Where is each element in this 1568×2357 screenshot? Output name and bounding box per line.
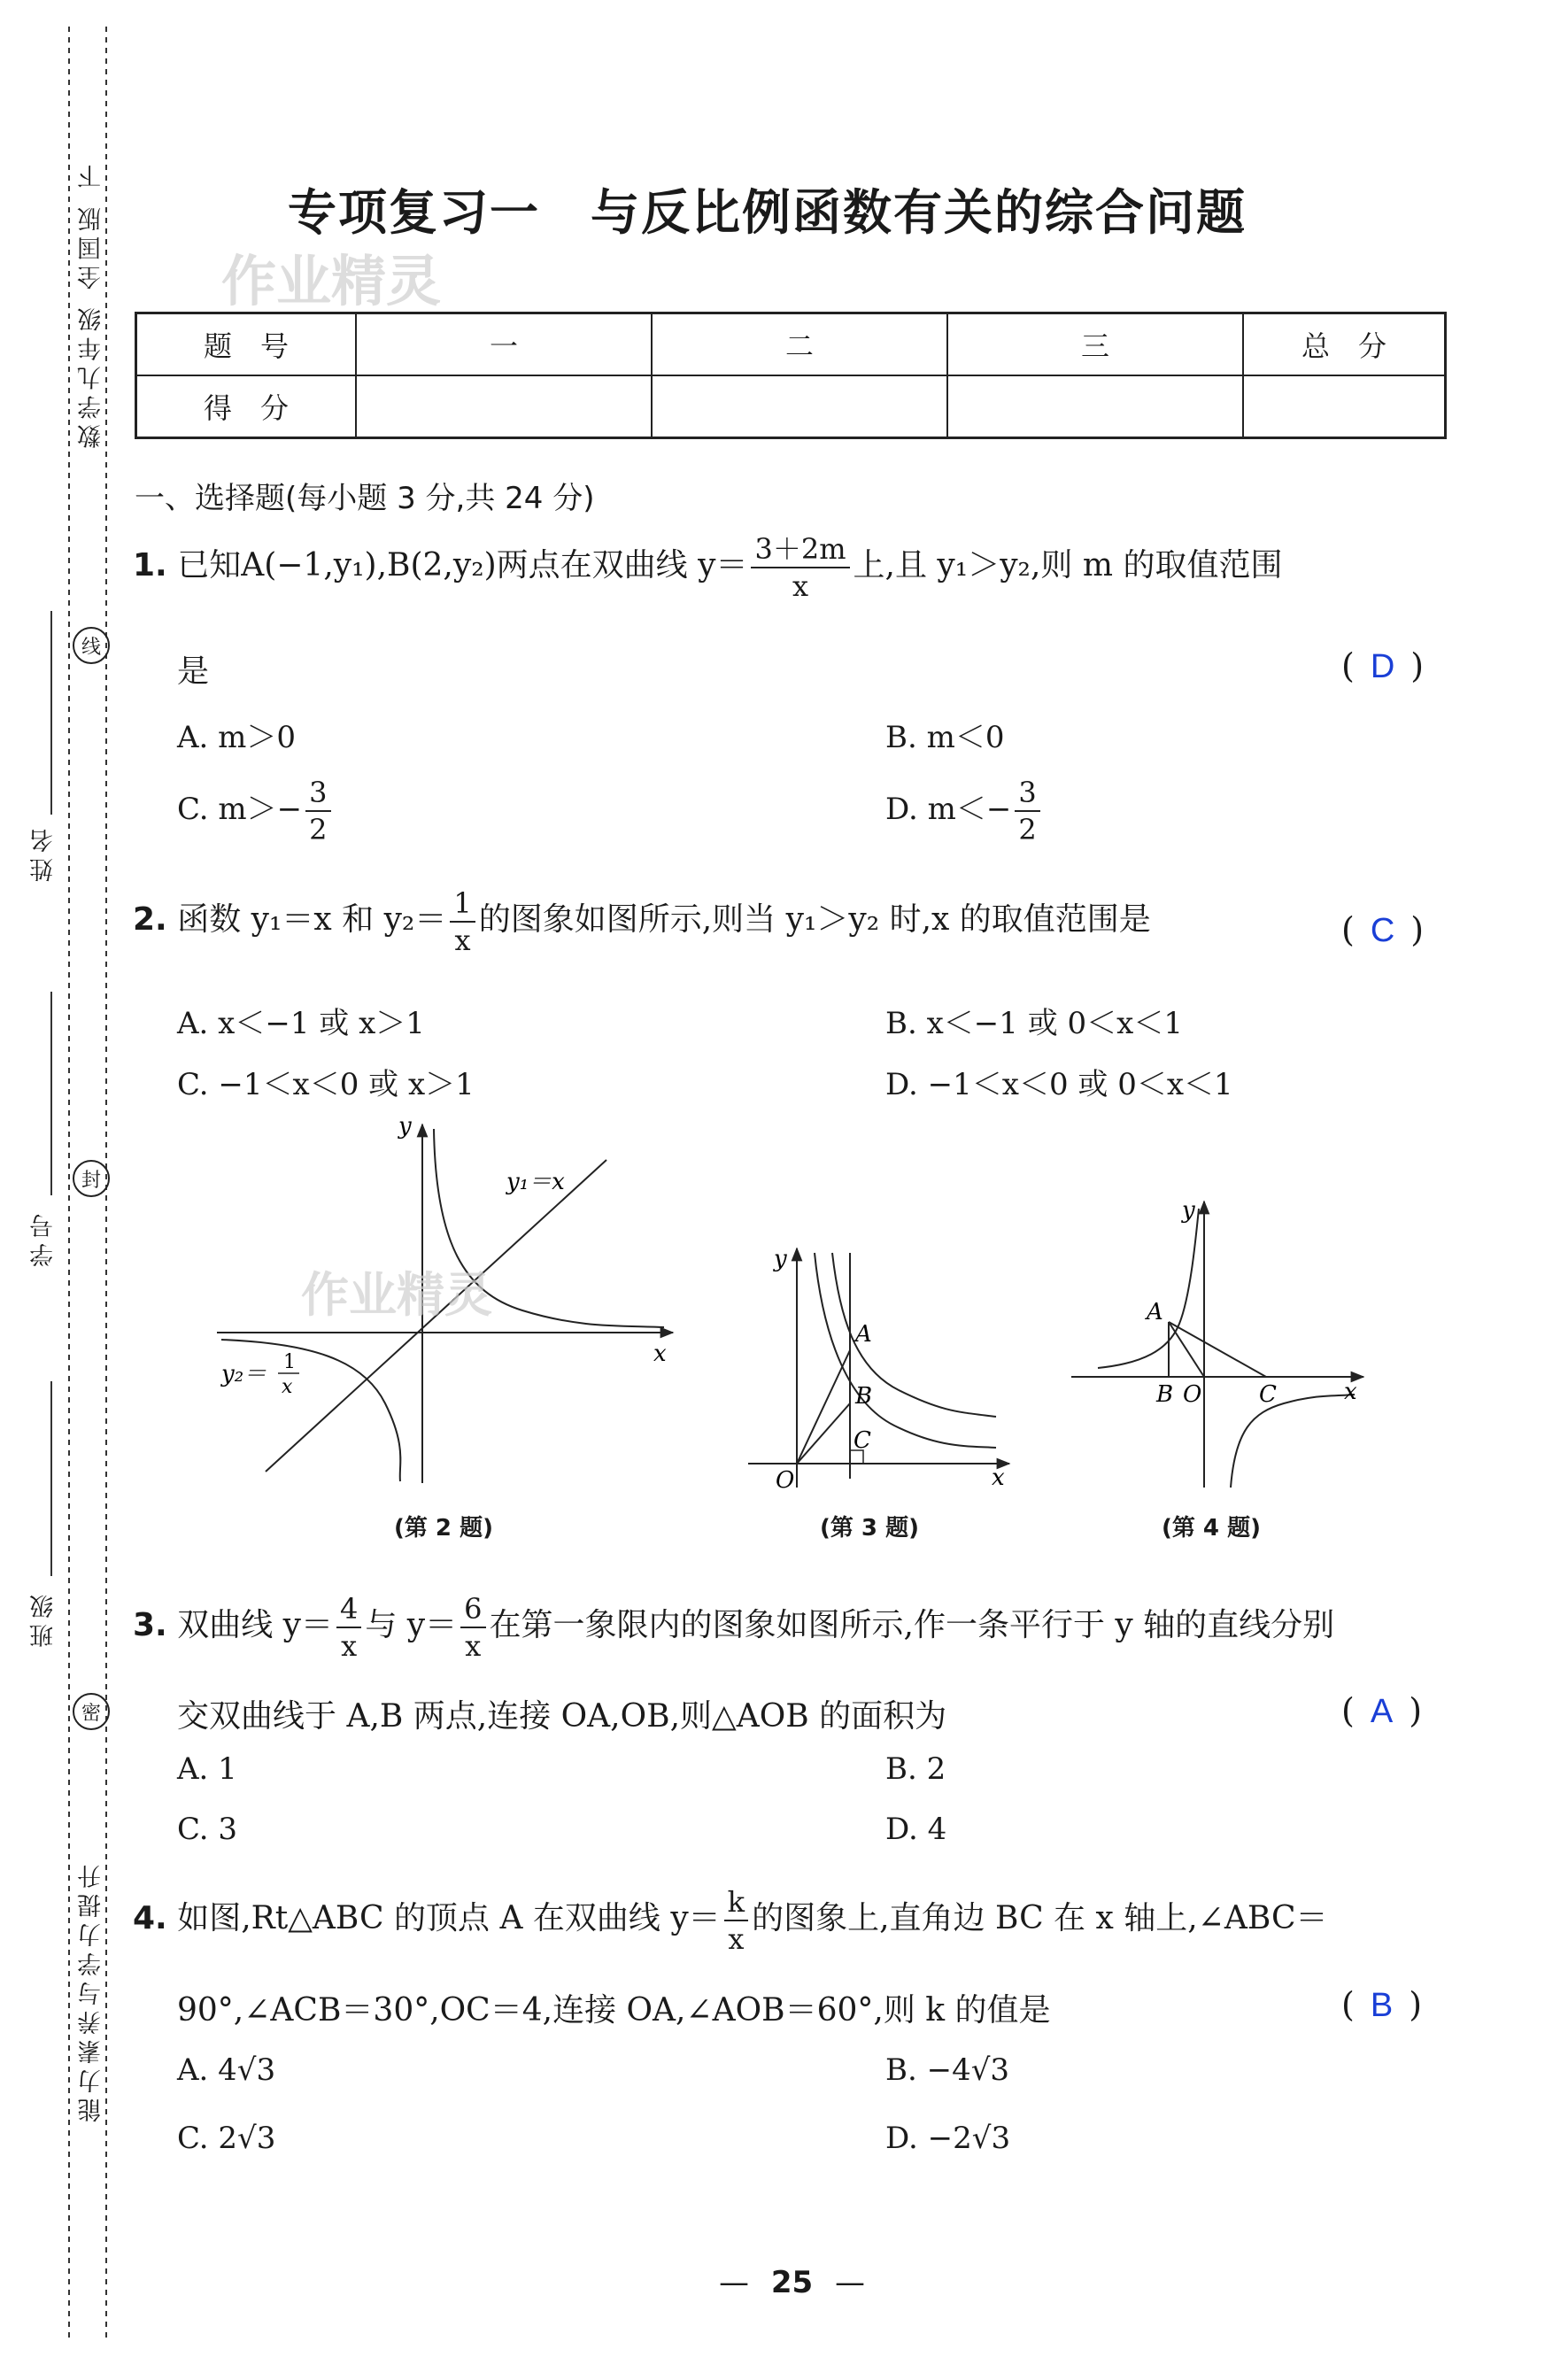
- score-input[interactable]: [947, 375, 1243, 438]
- score-value-row: [136, 375, 1446, 438]
- q3-option-c: C. 3: [177, 1812, 238, 1847]
- frac-den: x: [792, 569, 809, 603]
- opt-fraction: [1015, 775, 1039, 847]
- fig3-A: A: [855, 1321, 872, 1348]
- score-input[interactable]: [1243, 375, 1446, 438]
- page-title: 专项复习一 与反比例函数有关的综合问题: [288, 184, 1247, 241]
- q4-text: 如图,Rt△ABC 的顶点 A 在双曲线 y＝: [177, 1900, 721, 1936]
- score-table: [135, 312, 1447, 439]
- q2-option-c: C. −1＜x＜0 或 x＞1: [177, 1067, 475, 1102]
- fig4-y: y: [1182, 1197, 1195, 1224]
- score-cell: 三: [947, 313, 1243, 376]
- fig4-A: A: [1147, 1299, 1163, 1325]
- frac-den: x: [465, 1629, 482, 1663]
- frac-num: 3: [305, 775, 330, 812]
- class-label: 班级: [30, 1589, 58, 1648]
- q1-text: 上,且 y₁＞y₂,则 m 的取值范围: [853, 547, 1283, 583]
- segment-AC: [1169, 1322, 1266, 1377]
- option-text: C. m＞−: [177, 792, 303, 827]
- figure-4: [1062, 1191, 1372, 1492]
- fig3-B: B: [855, 1383, 873, 1410]
- figure-3: [744, 1235, 1018, 1496]
- seal-seal-mark: 封: [73, 1160, 110, 1197]
- q3-answer: ( A ): [1341, 1691, 1423, 1730]
- page-dash: —: [834, 2265, 865, 2300]
- q1-option-b: B. m＜0: [885, 720, 1005, 755]
- fig2-caption: (第 2 题): [394, 1515, 493, 1542]
- answer-letter: C: [1370, 912, 1395, 949]
- section-heading: 一、选择题(每小题 3 分,共 24 分): [135, 481, 595, 516]
- frac-den: x: [341, 1629, 358, 1663]
- score-input[interactable]: [652, 375, 947, 438]
- q3-option-d: D. 4: [885, 1812, 947, 1847]
- score-cell: 得 分: [136, 375, 357, 438]
- page-footer: [719, 2265, 865, 2300]
- fig4-caption: (第 4 题): [1162, 1515, 1261, 1542]
- fig3-C: C: [854, 1427, 871, 1454]
- q3-line2: 交双曲线于 A,B 两点,连接 OA,OB,则△AOB 的面积为: [177, 1698, 947, 1735]
- answer-letter: D: [1370, 648, 1395, 685]
- option-text: D. m＜−: [885, 792, 1012, 827]
- hyperbola-q4: [1231, 1395, 1355, 1488]
- score-input[interactable]: [356, 375, 652, 438]
- seal-line-mark: 线: [73, 627, 110, 664]
- q1-text: A(−1,y₁),B(2,y₂)两点在双曲线 y＝: [241, 547, 748, 583]
- score-cell: 总 分: [1243, 313, 1446, 376]
- fig2-curve-label: y₂＝: [221, 1361, 267, 1387]
- q2-text: 的图象如图所示,则当 y₁＞y₂ 时,x 的取值范围是: [478, 901, 1151, 938]
- watermark: 作业精灵: [221, 249, 442, 313]
- question-2-line1: [133, 885, 1151, 958]
- fig2-line-label: y₁＝x: [506, 1169, 565, 1195]
- opt-fraction: [305, 775, 330, 847]
- q3-text: 与 y＝: [365, 1607, 458, 1643]
- q3-option-b: B. 2: [885, 1751, 946, 1787]
- fig2-x: x: [653, 1341, 667, 1367]
- q1-answer: ( D ): [1341, 646, 1425, 685]
- q4-fraction: [724, 1884, 748, 1957]
- q1-line2: 是: [177, 653, 210, 690]
- q2-option-a: A. x＜−1 或 x＞1: [177, 1006, 425, 1041]
- fig3-y: y: [774, 1246, 787, 1272]
- question-number: 2.: [133, 901, 167, 938]
- fig4-C: C: [1259, 1381, 1277, 1408]
- fig3-O: O: [776, 1467, 795, 1494]
- q3-text: 在第一象限内的图象如图所示,作一条平行于 y 轴的直线分别: [489, 1607, 1335, 1643]
- score-cell: 一: [356, 313, 652, 376]
- q1-text: 已知: [177, 547, 242, 583]
- book-label: 数学九年级 全国版 下: [78, 159, 105, 449]
- seal-bind-mark: 密: [73, 1693, 110, 1730]
- q1-fraction: [751, 531, 849, 604]
- segment-OB: [797, 1403, 850, 1464]
- q4-option-b: B. −4√3: [885, 2052, 1010, 2088]
- segment-OA: [797, 1350, 850, 1464]
- frac-num: 6: [460, 1591, 485, 1628]
- frac-den: x: [454, 923, 471, 957]
- q2-text: 函数 y₁＝x 和 y₂＝: [177, 901, 447, 938]
- q4-text: 的图象上,直角边 BC 在 x 轴上,∠ABC＝: [752, 1900, 1328, 1936]
- fig3-x: x: [992, 1464, 1005, 1491]
- page-dash: —: [719, 2265, 749, 2300]
- question-number: 4.: [133, 1900, 167, 1936]
- fig2-curve-den: x: [282, 1376, 293, 1398]
- question-4-line1: [133, 1884, 1328, 1957]
- id-label: 学号: [30, 1209, 58, 1267]
- q2-fraction: [450, 885, 475, 958]
- segment-AO: [1169, 1322, 1204, 1377]
- q2-answer: ( C ): [1341, 910, 1425, 949]
- frac-den: 2: [1018, 813, 1037, 846]
- q2-option-d: D. −1＜x＜0 或 0＜x＜1: [885, 1067, 1233, 1102]
- frac-num: 3: [1015, 775, 1039, 812]
- fig4-B: B: [1156, 1381, 1174, 1408]
- watermark: 作业精灵: [301, 1267, 492, 1323]
- fig4-O: O: [1183, 1381, 1202, 1408]
- score-cell: 题 号: [136, 313, 357, 376]
- q4-option-c: C. 2√3: [177, 2121, 276, 2156]
- q4-line2: 90°,∠ACB＝30°,OC＝4,连接 OA,∠AOB＝60°,则 k 的值是: [177, 1992, 1051, 2029]
- question-number: 1.: [133, 547, 167, 583]
- q2-option-b: B. x＜−1 或 0＜x＜1: [885, 1006, 1183, 1041]
- frac-num: 3＋2m: [751, 531, 849, 568]
- question-3-line1: [133, 1591, 1334, 1664]
- q4-option-a: A. 4√3: [177, 2052, 276, 2088]
- frac-den: 2: [309, 813, 328, 846]
- score-header-row: [136, 313, 1446, 376]
- question-1-line1: [133, 531, 1282, 604]
- frac-num: k: [724, 1884, 748, 1921]
- frac-num: 1: [450, 885, 475, 923]
- fig2-curve-num: 1: [283, 1351, 296, 1373]
- q1-option-c: [177, 775, 335, 847]
- q4-option-d: D. −2√3: [885, 2121, 1011, 2156]
- fig2-y: y: [398, 1113, 412, 1140]
- fig3-caption: (第 3 题): [820, 1515, 919, 1542]
- q3-fraction-2: [460, 1591, 485, 1664]
- score-cell: 二: [652, 313, 947, 376]
- q1-option-d: [885, 775, 1044, 847]
- name-label: 姓名: [30, 823, 58, 882]
- q1-option-a: A. m＞0: [177, 720, 297, 755]
- q3-option-a: A. 1: [177, 1751, 237, 1787]
- fig4-x: x: [1344, 1379, 1357, 1405]
- answer-letter: A: [1370, 1693, 1394, 1730]
- answer-letter: B: [1370, 1987, 1394, 2024]
- q3-text: 双曲线 y＝: [177, 1607, 333, 1643]
- frac-den: x: [728, 1922, 745, 1956]
- series-label: 能力素养与学力提升: [78, 1859, 105, 2122]
- frac-num: 4: [336, 1591, 361, 1628]
- page-number: 25: [770, 2265, 814, 2300]
- curve-4x: [815, 1253, 996, 1448]
- q3-fraction-1: [336, 1591, 361, 1664]
- q4-answer: ( B ): [1341, 1985, 1423, 2024]
- question-number: 3.: [133, 1607, 167, 1643]
